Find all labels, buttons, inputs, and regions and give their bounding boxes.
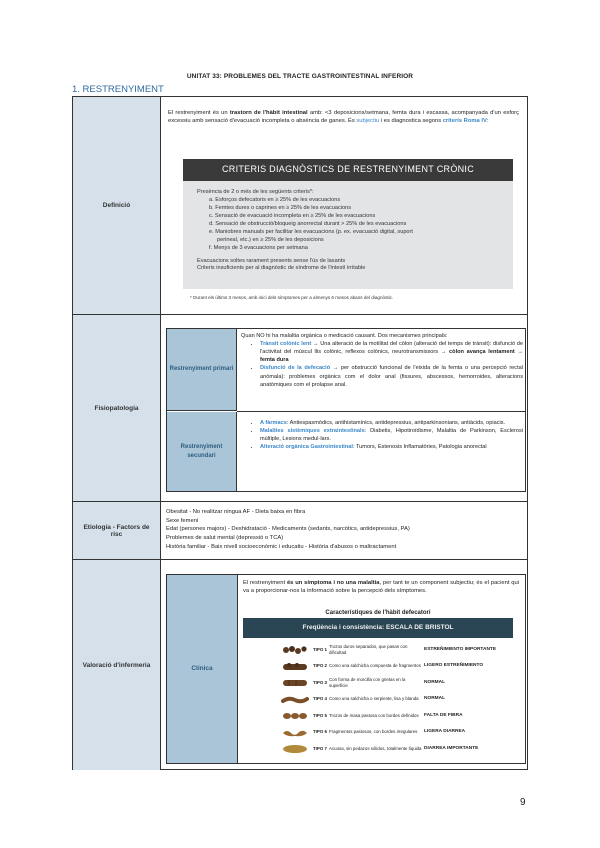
bristol-desc: Trozos duros separados, que pasan con dificultad [329,643,408,655]
secundari-content [238,419,523,451]
bristol-type: TIPO 2 [313,663,327,669]
secundari-label: Restrenyiment secundari [167,412,237,491]
list-item [260,427,523,443]
item-text: → per obstrucció funcional de l'eixida de la femta o una percepció rectal anòmala): problemes orgànics com el dolor anal (fissures, abscessos, hemorroides, alteracions anatòmiques com el prolapse anal. [260,365,524,388]
list-item [260,364,523,388]
intro-text: : [486,118,489,125]
bristol-row [281,659,509,675]
primari-content [238,332,523,389]
item-title: A fàrmacs [260,420,287,426]
bristol-result: DIARREA IMPORTANTE [424,745,479,751]
bristol-result: LIGERA DIARREA [424,729,466,735]
row-label: Definició [73,97,161,314]
item-title: Trànsit colònic lent [260,341,312,348]
row-label: Etiologia - Factors de risc [73,502,161,559]
primari-label: Restrenyiment primari [167,329,237,411]
stool-icon [281,710,309,722]
clinica-subtable [166,574,526,764]
bristol-desc: Con forma de morcilla con grietas en la superficie [329,676,406,688]
definicio-intro [168,109,519,126]
bristol-result: ESTREÑIMIENTO IMPORTANTE [424,646,497,652]
bristol-type: TIPO 3 [313,679,327,685]
item-text: → Una alteració de la motilitat del còlon (alteració del temps de trànsit): disfunció de l'activitat del múscul llis colònic, reflexos colònics, neurotransmissors → [260,341,523,356]
intro-bold: trastorn de l'hàbit intestinal [229,110,308,116]
bristol-result: LIGERO ESTREÑIMIENTO [424,663,484,669]
criteria-line: Criteris insuficients per al diagnòstic de síndrome de l'intestí irritable [197,265,366,272]
risk-factor: Sexe femení [166,517,199,524]
criteria-box [183,159,513,289]
summary-table [72,96,528,770]
primari-intro: Quan NO hi ha malaltia orgànica o medicació causant. Dos mecanismes principals: [241,333,448,339]
bristol-desc: Como una salchicha o serpiente, lisa y blanda [329,696,419,702]
stool-icon [281,694,309,706]
stool-icon [281,661,309,673]
item-text: : Diabetis, Hipotiroïdisme, Malaltia de Parkinson, Esclerosi múltiple, Lesions medul·lars. [260,428,523,443]
bristol-desc: Acuosa, sin pedazos sólidos, totalmente líquida [329,745,422,751]
item-title: Disfunció de la defecació [260,365,331,372]
risk-factor: Edat (persones majors) - Deshidratació - Medicaments (sedants, narcòtics, antidepressius, PA) [166,526,410,533]
bristol-result: NORMAL [424,696,446,702]
stool-icon [281,677,309,689]
criteria-line: c. Sensació de evacuació incompleta en ≥ 25% de les evacuacions [209,212,376,219]
clinica-text-bold: és un símptoma i no una malaltia [286,580,380,586]
clinica-text-part: , per tant te un component subjectiu; és el pacient qui va a proporcionar-nos la informació sobre la percepció dels símptomes. [243,580,519,595]
criteria-line: Presència de 2 o més de les següents criteris*: [197,189,314,195]
bristol-header: Freqüència i consistència: ESCALA DE BRISTOL [243,618,513,638]
clinica-label: Clínica [167,575,238,763]
fisiopatologia-content [162,315,527,501]
row-definicio [73,97,527,315]
criteria-list [197,189,503,273]
criteria-line: e. Maniobres manuals per facilitar les evacuacions (p. ex. evacuació digital, suport [209,228,413,235]
fisiopatologia-subtable [166,328,526,492]
stool-icon [281,727,309,739]
intro-highlight: subjectiu [356,118,380,125]
unit-title: UNITAT 33: PROBLEMES DEL TRACTE GASTROINTESTINAL INFERIOR [186,73,414,80]
bristol-row [281,692,509,708]
bristol-row [281,708,509,724]
row-label: Fisiopatologia [73,315,161,501]
list-item [260,340,523,364]
divider [237,411,525,412]
bristol-row [281,642,509,658]
criteria-line: a. Esforços defecatoris en ≥ 25% de les evacuacions [209,196,341,203]
bristol-row [281,675,509,691]
row-fisiopatologia [73,315,527,502]
item-text: : Tumors, Estenosis Inflamatòries, Patologia anorectal [352,444,487,451]
bristol-caption: Característiques de l'hàbit defecatori [325,610,431,616]
row-valoracio [73,560,527,770]
bristol-type: TIPO 6 [313,729,327,735]
section-title: 1. RESTRENYIMENT [72,84,164,95]
bristol-scale [243,618,513,760]
intro-text: amb: <3 deposicions/setmana, femta dura i escassa, acompanyada d'un esforç excessiu amb sensació d'evacuació incompleta o absència de ganes. És [168,110,519,125]
secundari-list [238,419,523,451]
criteria-title: CRITERIS DIAGNÒSTICS DE RESTRENYIMENT CRÒNIC [183,159,513,181]
item-title: Alteració orgànica Gastrointestinal [260,444,353,451]
row-label: Valoració d'infermeria [73,560,161,770]
item-text: : Antiespasmòdics, antihistamínics, antidepressius, antiparkinsonians, antiàcids, opiacis. [286,420,506,426]
list-item [260,419,523,427]
criteria-line: d. Sensació de obstrucció/bloqueig anorrectal durant > 25% de les evacuacions [209,220,407,227]
clinica-text [243,579,519,596]
bristol-desc: Fragmentos pastosos, con bordes irregulares [329,729,418,735]
criteria-line: Evacuacions soltes rarament presents sense l'ús de laxants [197,257,346,264]
risk-factor: Obesitat - No realitzar ningua AF - Dieta baixa en fibra [166,509,306,515]
bristol-desc: Trozos de masa pastosa con bordes definidos [329,712,419,718]
bristol-row [281,741,509,757]
bristol-row [281,725,509,741]
stool-icon [281,644,309,656]
etiologia-content [162,502,527,559]
bristol-result: FALTA DE FIBRA [424,712,463,718]
item-title: Malalties sistèmiques extraintestinals [260,428,365,435]
intro-highlight: criteris Roma IV [442,118,487,125]
page-number: 9 [520,797,526,808]
list-item [260,443,523,451]
risk-factor: Problemes de salut mental (depressió o TCA) [166,535,284,542]
etiologia-list [166,508,410,551]
bristol-type: TIPO 4 [313,696,327,702]
risk-factor: Història familiar - Baix nivell socioeconòmic i educatiu - Història d'abusos o maltractament [166,543,397,550]
bristol-result: NORMAL [424,679,446,685]
clinica-text-part: El restrenyiment [243,580,287,586]
intro-text: i es diagnostica segons [379,118,443,125]
criteria-line: f. Menys de 3 evacuacions per setmana [209,244,308,251]
bristol-type: TIPO 5 [313,712,327,718]
criteria-footnote: * Durant els últims 3 mesos, amb inici dels símptomes per a almenys 6 mesos abans del diagnòstic. [190,295,394,300]
row-etiologia [73,502,527,560]
bristol-type: TIPO 1 [313,646,327,652]
intro-text: El restrenyiment és un [168,110,230,116]
primari-list [238,340,523,389]
bristol-desc: Como una salchicha compuesta de fragmentos [329,663,421,669]
criteria-line: perineal, etc.) en ≥ 25% de les deposicions [217,236,324,243]
valoracio-content [162,560,527,770]
stool-icon [281,743,309,755]
bristol-type: TIPO 7 [313,745,327,751]
definicio-content [162,97,527,314]
item-bold: còlon avança lentament → femta dura [260,349,523,364]
criteria-line: b. Femtes dures o caprines en ≥ 25% de les evacuacions [209,204,352,211]
